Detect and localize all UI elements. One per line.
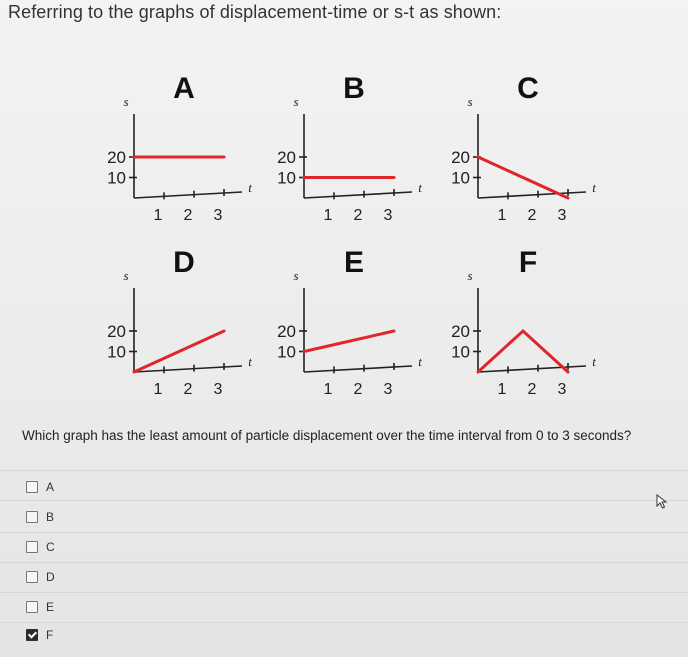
graph-svg (262, 244, 442, 414)
option-d[interactable] (26, 568, 55, 586)
displacement-curve (304, 331, 394, 352)
x-tick-label: 3 (557, 381, 567, 398)
graph-c (436, 70, 616, 240)
y-axis-label: s (467, 94, 473, 109)
y-tick-label: 10 (107, 168, 126, 188)
x-axis-label: t (248, 180, 252, 195)
x-axis-label: t (418, 354, 422, 369)
graph-svg (436, 70, 616, 240)
option-label: C (46, 540, 55, 554)
y-tick-label: 20 (451, 322, 470, 341)
x-tick-label: 2 (527, 381, 537, 398)
question-prompt: Referring to the graphs of displacement-time or s-t as shown: (8, 2, 502, 22)
checkbox[interactable] (26, 541, 38, 553)
x-tick-label: 1 (497, 381, 507, 398)
option-b[interactable] (26, 508, 54, 526)
graph-letter: A (173, 72, 195, 105)
graph-svg (436, 244, 616, 414)
x-tick-label: 1 (323, 381, 333, 398)
x-tick-label: 1 (153, 207, 163, 224)
graph-svg (262, 70, 442, 240)
divider (0, 470, 688, 471)
x-axis (304, 192, 412, 198)
y-tick-label: 20 (451, 148, 470, 167)
x-tick-label: 2 (527, 207, 537, 224)
displacement-curve (134, 331, 224, 372)
displacement-curve (478, 331, 568, 372)
y-axis-label: s (293, 268, 299, 283)
y-axis-label: s (123, 94, 129, 109)
option-label: F (46, 628, 54, 642)
graph-letter: F (518, 246, 538, 279)
option-a[interactable] (26, 478, 54, 496)
divider (0, 562, 688, 563)
x-tick-label: 2 (183, 381, 193, 398)
y-tick-label: 20 (277, 148, 296, 167)
divider (0, 532, 688, 533)
x-axis-label: t (592, 354, 596, 369)
y-axis-label: s (293, 94, 299, 109)
x-axis-label: t (592, 180, 596, 195)
option-c[interactable] (26, 538, 55, 556)
graph-letter: D (173, 246, 195, 279)
option-label: E (46, 600, 55, 614)
y-tick-label: 10 (277, 168, 296, 188)
option-e[interactable] (26, 598, 54, 616)
mouse-pointer-icon (656, 494, 670, 510)
y-tick-label: 10 (277, 342, 296, 362)
graph-f (436, 244, 616, 414)
x-axis (478, 192, 586, 198)
graph-letter: B (343, 72, 365, 105)
checkbox[interactable] (26, 601, 38, 613)
graph-b (262, 70, 442, 240)
question-text: Which graph has the least amount of particle displacement over the time interval from 0 to 3 seconds? (22, 428, 632, 443)
divider (0, 592, 688, 593)
x-tick-label: 1 (153, 381, 163, 398)
x-axis (304, 366, 412, 372)
graph-svg (92, 244, 272, 414)
x-axis (134, 366, 242, 372)
divider (0, 500, 688, 501)
option-label: A (46, 480, 55, 494)
x-tick-label: 2 (183, 207, 193, 224)
graph-letter: E (343, 246, 365, 279)
checkbox[interactable] (26, 629, 38, 641)
checkbox[interactable] (26, 571, 38, 583)
x-tick-label: 1 (497, 207, 507, 224)
y-tick-label: 20 (277, 322, 296, 341)
graph-e (262, 244, 442, 414)
x-tick-label: 2 (353, 207, 363, 224)
x-tick-label: 3 (383, 381, 393, 398)
checkbox[interactable] (26, 481, 38, 493)
graph-letter: C (517, 72, 539, 105)
option-label: B (46, 510, 55, 524)
x-tick-label: 3 (213, 207, 223, 224)
graph-svg (92, 70, 272, 240)
y-tick-label: 10 (451, 168, 470, 188)
x-axis (134, 192, 242, 198)
displacement-curve (478, 157, 568, 198)
y-tick-label: 10 (107, 342, 126, 362)
y-tick-label: 20 (107, 322, 126, 341)
checkbox[interactable] (26, 511, 38, 523)
x-axis-label: t (418, 180, 422, 195)
graph-d (92, 244, 272, 414)
x-axis (478, 366, 586, 372)
x-tick-label: 3 (213, 381, 223, 398)
divider (0, 622, 688, 623)
x-tick-label: 3 (557, 207, 567, 224)
graph-a (92, 70, 272, 240)
y-axis-label: s (467, 268, 473, 283)
x-axis-label: t (248, 354, 252, 369)
y-tick-label: 10 (451, 342, 470, 362)
x-tick-label: 1 (323, 207, 333, 224)
y-axis-label: s (123, 268, 129, 283)
option-f[interactable] (26, 626, 53, 644)
y-tick-label: 20 (107, 148, 126, 167)
option-label: D (46, 570, 55, 584)
x-tick-label: 2 (353, 381, 363, 398)
x-tick-label: 3 (383, 207, 393, 224)
